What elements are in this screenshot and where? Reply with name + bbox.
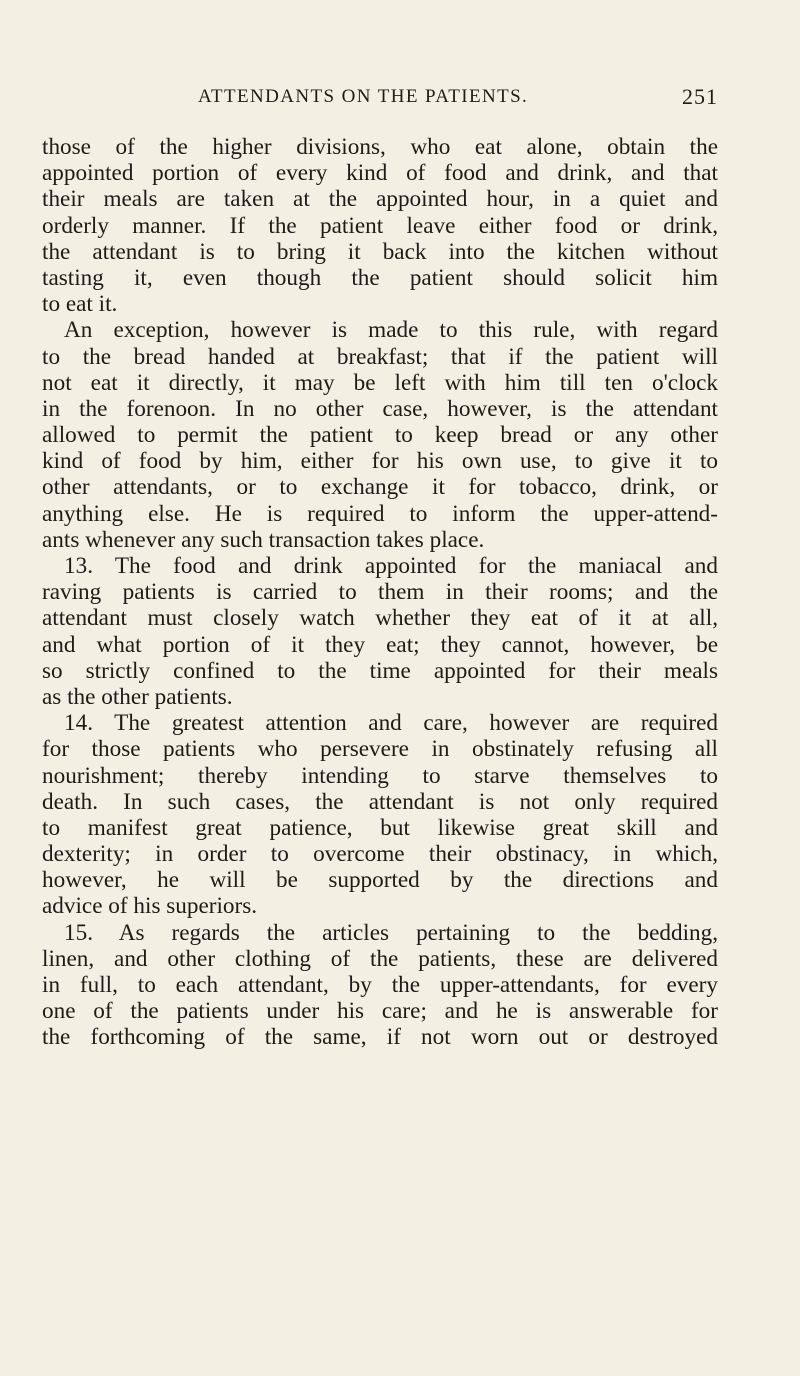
text-line: tasting it, even though the patient should solicit him — [42, 264, 718, 291]
text-line: the forthcoming of the same, if not worn out or destroyed — [42, 1024, 718, 1051]
text-line: for those patients who persevere in obstinately refusing all — [42, 736, 718, 763]
text-line: kind of food by him, either for his own use, to give it to — [42, 448, 718, 475]
text-line: 14. The greatest attention and care, however are required — [64, 710, 718, 737]
paragraph — [42, 920, 718, 1051]
text-line: one of the patients under his care; and he is answerable for — [42, 998, 718, 1025]
text-line: so strictly confined to the time appointed for their meals — [42, 657, 718, 684]
text-line: advice of his superiors. — [42, 893, 258, 920]
paragraph — [42, 134, 718, 317]
text-line: to the bread handed at breakfast; that if the patient will — [42, 343, 718, 370]
paragraph — [42, 553, 718, 710]
text-line: in full, to each attendant, by the upper-attendants, for every — [42, 972, 718, 998]
paragraph — [42, 710, 718, 920]
text-line: to manifest great patience, but likewise great skill and — [42, 814, 718, 841]
text-line: however, he will be supported by the directions and — [42, 867, 718, 894]
text-line: other attendants, or to exchange it for tobacco, drink, or — [42, 474, 718, 501]
text-line: allowed to permit the patient to keep bread or any other — [42, 422, 718, 449]
text-line: An exception, however is made to this rule, with regard — [64, 317, 718, 344]
text-line: linen, and other clothing of the patients, these are delivered — [42, 945, 718, 972]
text-line: raving patients is carried to them in their rooms; and the — [42, 579, 718, 606]
text-line: death. In such cases, the attendant is not only required — [42, 788, 718, 815]
text-line: in the forenoon. In no other case, however, is the attendant — [42, 395, 718, 422]
page-number: 251 — [682, 84, 718, 109]
text-line: ants whenever any such transaction takes place. — [42, 526, 485, 553]
text-line: and what portion of it they eat; they cannot, however, be — [42, 631, 718, 658]
text-line: 13. The food and drink appointed for the maniacal and — [64, 553, 718, 579]
text-line: as the other patients. — [42, 683, 233, 710]
text-line: anything else. He is required to inform the upper-attend- — [42, 500, 718, 527]
text-line: 15. As regards the articles pertaining to the bedding, — [64, 919, 718, 946]
text-line: to eat it. — [42, 291, 118, 318]
page-header — [40, 86, 718, 116]
text-line: not eat it directly, it may be left with him till ten o'clock — [42, 369, 718, 396]
text-line: dexterity; in order to overcome their obstinacy, in which, — [42, 841, 718, 868]
running-head: ATTENDANTS ON THE PATIENTS. — [198, 86, 529, 107]
text-line: nourishment; thereby intending to starve themselves to — [42, 762, 718, 789]
text-line: attendant must closely watch whether they eat of it at all, — [42, 605, 718, 632]
text-line: their meals are taken at the appointed hour, in a quiet and — [42, 186, 718, 213]
text-line: the attendant is to bring it back into the kitchen without — [42, 238, 718, 265]
body-text — [42, 134, 718, 1051]
paragraph — [42, 317, 718, 553]
text-line: those of the higher divisions, who eat alone, obtain the — [42, 134, 718, 160]
text-line: appointed portion of every kind of food and drink, and that — [42, 160, 718, 187]
text-line: orderly manner. If the patient leave either food or drink, — [42, 212, 718, 239]
